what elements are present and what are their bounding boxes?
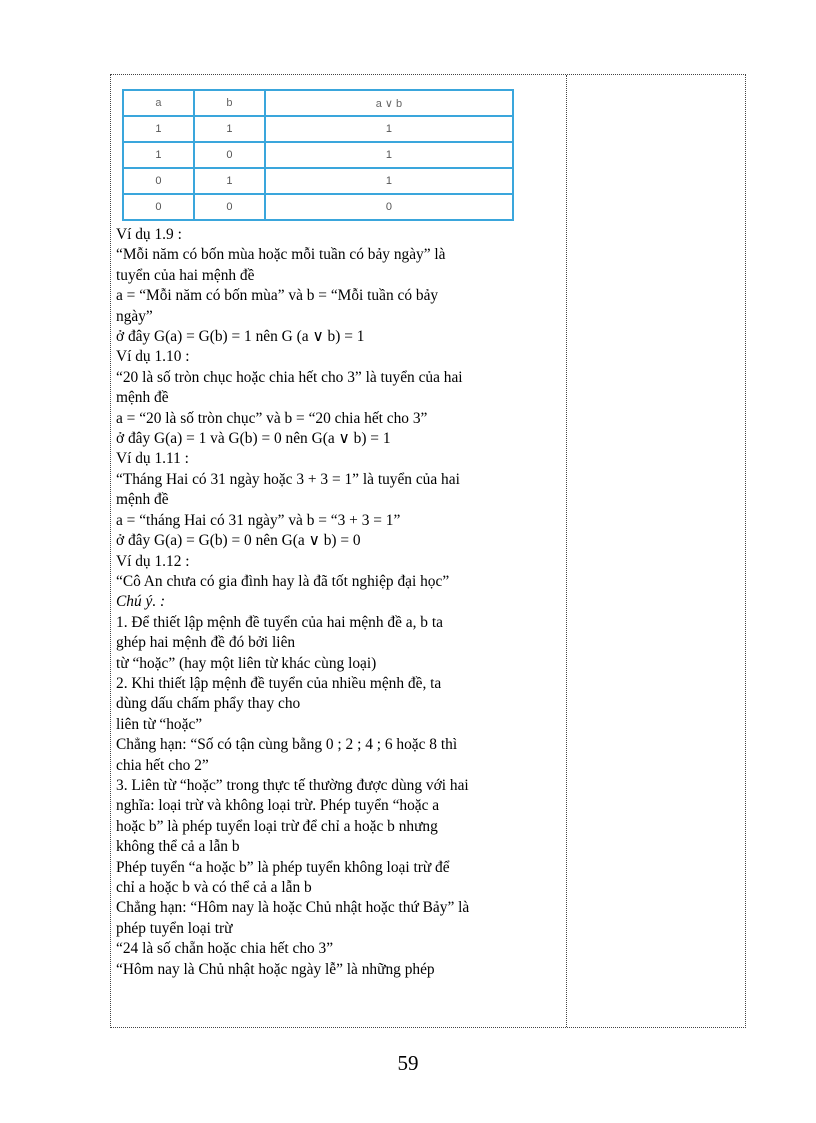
- text-line: chỉ a hoặc b và có thể cả a lẫn b: [116, 879, 312, 896]
- text-line: 1. Để thiết lập mệnh đề tuyển của hai mệnh đề a, b ta: [116, 613, 443, 631]
- text-line: Chẳng hạn: “Số có tận cùng bằng 0 ; 2 ; 4 ; 6 hoặc 8 thì: [116, 736, 458, 754]
- truth-table-cell: 1: [123, 116, 194, 142]
- text-line: phép tuyển loại trừ: [116, 919, 233, 937]
- text-line: dùng dấu chấm phẩy thay cho: [116, 695, 301, 713]
- body-text: [116, 225, 562, 980]
- truth-table: [122, 89, 514, 221]
- truth-table-row: [123, 116, 513, 142]
- text-line: Chẳng hạn: “Hôm nay là hoặc Chủ nhật hoặc thứ Bảy” là: [116, 899, 470, 917]
- text-line: mệnh đề: [116, 389, 169, 407]
- text-line: ở đây G(a) = 1 và G(b) = 0 nên G(a ∨ b) = 1: [116, 430, 391, 448]
- truth-table-header-row: [123, 90, 513, 116]
- text-line: a = “20 là số tròn chục” và b = “20 chia hết cho 3”: [116, 409, 428, 427]
- text-line: chia hết cho 2”: [116, 756, 209, 774]
- content-table: [110, 74, 746, 1028]
- truth-table-cell: 1: [265, 116, 513, 142]
- truth-table-row: [123, 168, 513, 194]
- truth-table-cell: 0: [194, 142, 265, 168]
- truth-table-cell: 0: [265, 194, 513, 220]
- text-line: ngày”: [116, 307, 153, 325]
- truth-table-cell: 0: [123, 194, 194, 220]
- truth-table-cell: 1: [265, 168, 513, 194]
- truth-table-header-b: b: [194, 90, 265, 116]
- truth-table-row: [123, 194, 513, 220]
- text-line: “24 là số chẵn hoặc chia hết cho 3”: [116, 940, 334, 958]
- text-line: a = “Mỗi năm có bốn mùa” và b = “Mỗi tuần có bảy: [116, 287, 439, 305]
- text-line: hoặc b” là phép tuyển loại trừ để chỉ a hoặc b nhưng: [116, 817, 438, 835]
- truth-table-cell: 1: [194, 168, 265, 194]
- truth-table-row: [123, 142, 513, 168]
- text-line: 3. Liên từ “hoặc” trong thực tế thường được dùng với hai: [116, 776, 469, 794]
- text-line: từ “hoặc” (hay một liên từ khác cùng loại): [116, 654, 377, 672]
- text-line: “Cô An chưa có gia đình hay là đã tốt nghiệp đại học”: [116, 572, 450, 590]
- page-number: 59: [397, 1051, 419, 1075]
- example-heading: Ví dụ 1.12 :: [116, 552, 190, 570]
- text-line: nghĩa: loại trừ và không loại trừ. Phép tuyển “hoặc a: [116, 797, 440, 815]
- text-line: mệnh đề: [116, 491, 169, 509]
- column-divider: [566, 75, 567, 1027]
- example-heading: Ví dụ 1.10 :: [116, 348, 190, 366]
- truth-table-cell: 1: [123, 142, 194, 168]
- left-cell: [116, 89, 562, 1027]
- text-line: “Tháng Hai có 31 ngày hoặc 3 + 3 = 1” là tuyển của hai: [116, 470, 460, 488]
- truth-table-header-a-or-b: a ∨ b: [265, 90, 513, 116]
- text-line: ghép hai mệnh đề đó bởi liên: [116, 634, 296, 652]
- text-line: liên từ “hoặc”: [116, 715, 203, 733]
- example-heading: Ví dụ 1.11 :: [116, 450, 189, 468]
- truth-table-cell: 0: [123, 168, 194, 194]
- text-line: “Hôm nay là Chủ nhật hoặc ngày lễ” là những phép: [116, 960, 435, 978]
- text-line: “Mỗi năm có bốn mùa hoặc mỗi tuần có bảy ngày” là: [116, 246, 446, 264]
- example-heading: Ví dụ 1.9 :: [116, 226, 182, 243]
- truth-table-header-a: a: [123, 90, 194, 116]
- text-line: a = “tháng Hai có 31 ngày” và b = “3 + 3 = 1”: [116, 511, 401, 529]
- text-line: “20 là số tròn chục hoặc chia hết cho 3” là tuyển của hai: [116, 368, 463, 386]
- text-line: Phép tuyển “a hoặc b” là phép tuyển không loại trừ để: [116, 858, 450, 876]
- truth-table-cell: 0: [194, 194, 265, 220]
- text-line: ở đây G(a) = G(b) = 1 nên G (a ∨ b) = 1: [116, 328, 365, 346]
- text-line: không thể cả a lẫn b: [116, 838, 240, 856]
- text-line: tuyển của hai mệnh đề: [116, 266, 255, 284]
- text-line: ở đây G(a) = G(b) = 0 nên G(a ∨ b) = 0: [116, 532, 361, 550]
- truth-table-cell: 1: [194, 116, 265, 142]
- note-heading: Chú ý. :: [116, 593, 166, 611]
- truth-table-cell: 1: [265, 142, 513, 168]
- text-line: 2. Khi thiết lập mệnh đề tuyển của nhiều mệnh đề, ta: [116, 674, 442, 692]
